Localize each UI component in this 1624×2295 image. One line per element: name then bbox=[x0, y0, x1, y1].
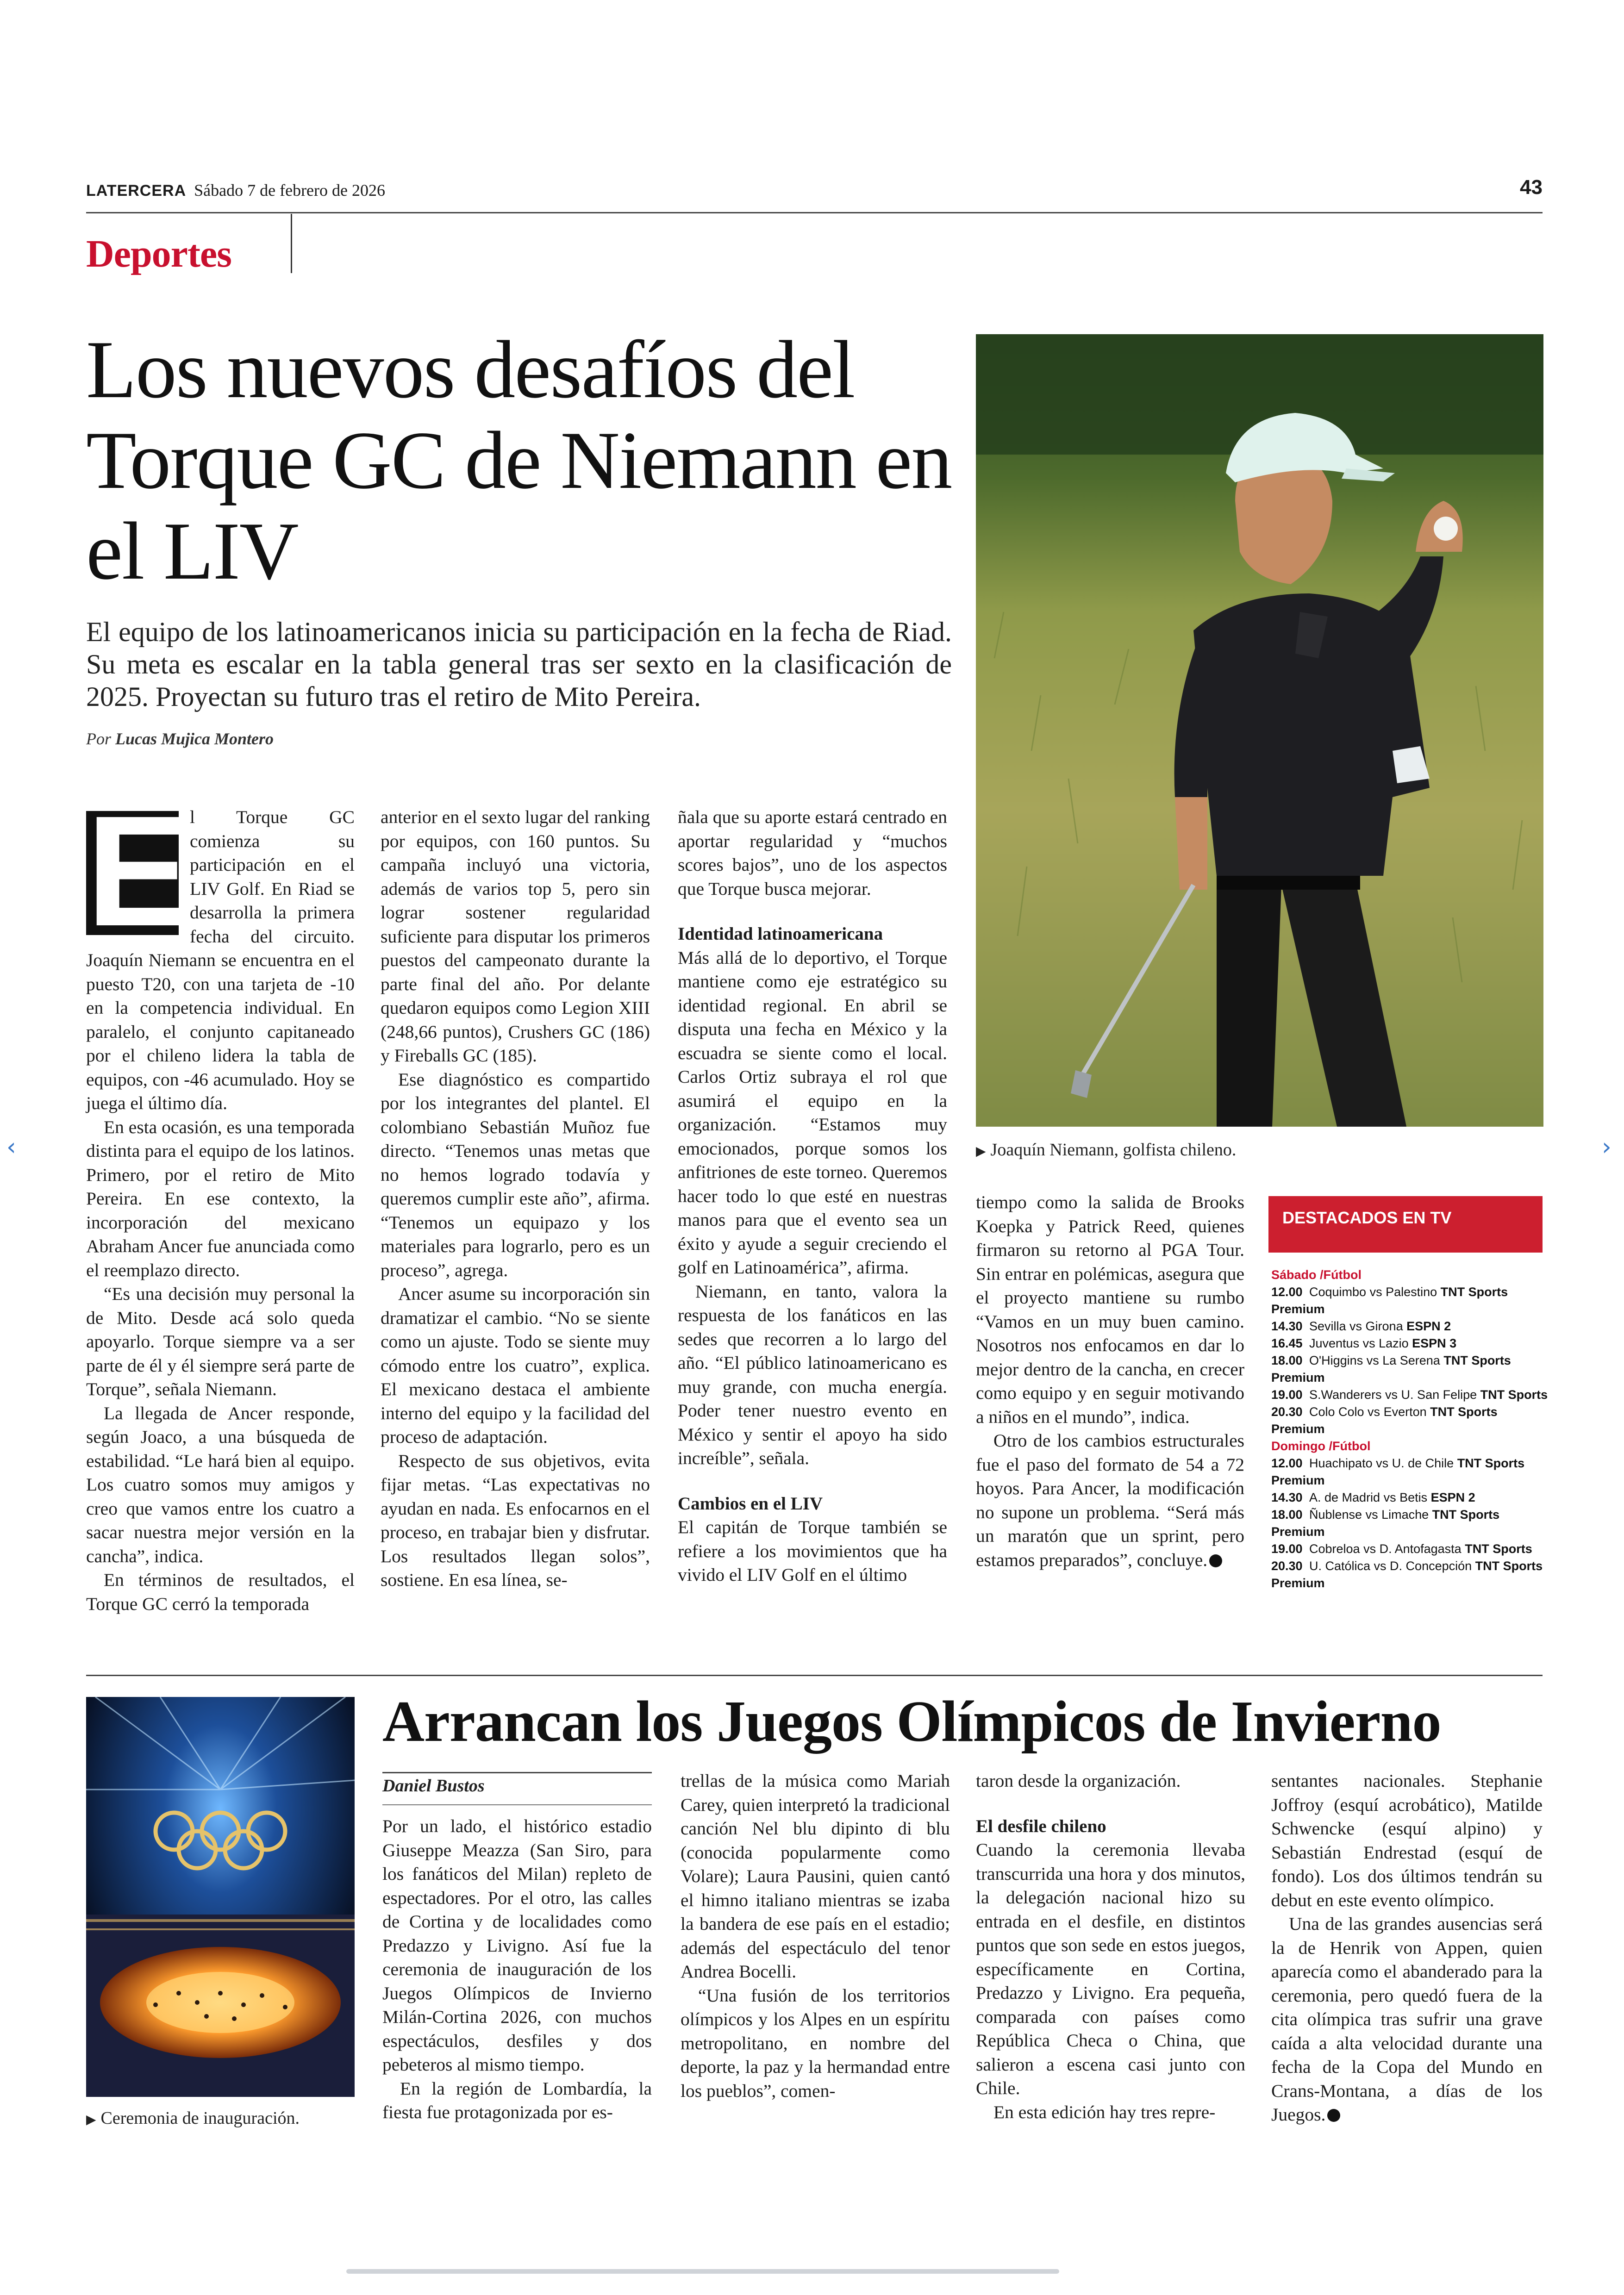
tv-match: U. Católica vs D. Concepción bbox=[1309, 1559, 1472, 1573]
paragraph bbox=[1271, 1912, 1543, 2127]
tv-match: Cobreloa vs D. Antofagasta bbox=[1309, 1542, 1462, 1556]
olympics-column-3 bbox=[976, 1769, 1245, 2124]
tv-match: Juventus vs Lazio bbox=[1309, 1336, 1409, 1350]
triangle-right-icon: ▶ bbox=[976, 1143, 986, 1159]
section-title: Deportes bbox=[86, 232, 231, 275]
main-column-1 bbox=[86, 783, 355, 1616]
tv-time: 14.30 bbox=[1271, 1491, 1303, 1504]
tv-time: 19.00 bbox=[1271, 1542, 1303, 1556]
paragraph: En esta edición hay tres repre- bbox=[993, 2102, 1216, 2122]
paragraph-text: Una de las grandes ausencias será la de Henrik von Appen, quien aparecía como el abanderado para la ceremonia, pero quedó fuera de la cita olímpica tras sufrir una grave caída a alta velocidad durante una fecha de la Copa del Mundo en Crans-Montana, a días de los Juegos. bbox=[1271, 1914, 1543, 2125]
golfer-photo-caption bbox=[976, 1140, 1236, 1160]
olympics-column-4 bbox=[1271, 1769, 1543, 2127]
tv-time: 18.00 bbox=[1271, 1508, 1303, 1522]
tv-match: Sevilla vs Girona bbox=[1309, 1319, 1403, 1333]
horizontal-scrollbar[interactable] bbox=[346, 2269, 1059, 2274]
tv-listing-row bbox=[1271, 1318, 1549, 1335]
tv-listing-row bbox=[1271, 1386, 1549, 1403]
paragraph: l Torque GC comienza su participación en el LIV Golf. En Riad se desarrolla la primera fecha del circuito. Joaquín Niemann se encuentra en el puesto T20, con una tarjeta de -10 en la competencia individual. En paralelo, el conjunto capitaneado por el chileno lidera la tabla de equipos, con -46 acumulado. Hoy se juega el último día. bbox=[86, 807, 355, 1113]
tv-listing-row bbox=[1271, 1455, 1549, 1472]
paragraph: En esta ocasión, es una temporada distinta para el equipo de los latinos. Primero, por el retiro de Mito Pereira. En ese contexto, la incorporación del mexicano Abraham Ancer fue anunciada como el reemplazo directo. bbox=[86, 1116, 355, 1280]
paragraph: Cuando la ceremonia llevaba transcurrida una hora y dos minutos, la delegación nacional hizo su entrada en el desfile, en distintos puntos que son sede en estos juegos, específicamente en Cortina, Predazzo y Livigno. Era pequeña, comparada con países como República Checa o China, que salieron a escena casi junto con Chile. bbox=[976, 1840, 1245, 2098]
paragraph: Por un lado, el histórico estadio Giuseppe Meazza (San Siro, para los fanáticos del Milan) repleto de espectadores. Por el otro, las calles de Cortina y de localidades como Predazzo y Livigno. Así fue la ceremonia de inauguración de los Juegos Olímpicos de Invierno Milán-Cortina 2026, con muchos espectáculos, desfiles y dos pebeteros al mismo tiempo. bbox=[382, 1816, 652, 2075]
tv-listing-row bbox=[1271, 1489, 1549, 1506]
byline-rule-top bbox=[382, 1772, 652, 1773]
tv-channel: ESPN 3 bbox=[1412, 1336, 1457, 1350]
paragraph: En términos de resultados, el Torque GC cerró la temporada bbox=[86, 1570, 355, 1614]
olympics-headline: Arrancan los Juegos Olímpicos de Invierno bbox=[382, 1690, 1441, 1754]
tv-day-label: Domingo /Fútbol bbox=[1271, 1439, 1371, 1453]
main-column-2 bbox=[381, 805, 650, 1592]
byline-rule-bottom bbox=[382, 1804, 652, 1805]
paragraph: Ese diagnóstico es compartido por los integrantes del plantel. El colombiano Sebastián Muñoz fue directo. “Tenemos unas metas que no hemos logrado todavía y queremos cumplir este año”, afirma. “Tenemos un equipazo y los materiales para lograrlo, pero es un proceso”, agrega. bbox=[381, 1069, 650, 1280]
drop-cap bbox=[86, 783, 191, 959]
paragraph: trellas de la música como Mariah Carey, quien interpretó la tradicional canción Nel blu dipinto di blu (conocida popularmente como Volare); Laura Pausini, quien cantó el himno italiano mientras se izaba la bandera de ese país en el estadio; además del espectáculo del tenor Andrea Bocelli. bbox=[681, 1771, 950, 1982]
subhead-identity: Identidad latinoamericana bbox=[678, 924, 883, 944]
tv-time: 16.45 bbox=[1271, 1336, 1303, 1350]
end-mark-icon bbox=[1209, 1554, 1222, 1567]
tv-premium-label: Premium bbox=[1271, 1473, 1325, 1487]
tv-channel: ESPN 2 bbox=[1406, 1319, 1451, 1333]
tv-box-title: DESTACADOS EN TV bbox=[1268, 1196, 1543, 1253]
paragraph: tiempo como la salida de Brooks Koepka y Patrick Reed, quienes firmaron su retorno al PGA Tour. Sin entrar en polémicas, asegura que el proyecto mantiene su rumbo “Vamos en un muy buen camino. Nosotros nos enfocamos en dar lo mejor dentro de la cancha, en crecer como equipo y en seguir motivando a niños en el mundo”, indica. bbox=[976, 1192, 1244, 1427]
masthead bbox=[86, 181, 385, 200]
tv-premium-label: Premium bbox=[1271, 1422, 1325, 1436]
paragraph: Más allá de lo deportivo, el Torque mantiene como eje estratégico su identidad regional. En abril se disputa una fecha en México y la escuadra se siente como el local. Carlos Ortiz subraya el rol que asumirá el equipo en la organización. “Estamos muy emocionados, porque somos los anfitriones de este torneo. Queremos hacer todo lo que esté en nuestras manos para que el evento sea un éxito y ayude a seguir creciendo el golf en Latinoamérica”, afirma. bbox=[678, 947, 947, 1278]
caption-text: Ceremonia de inauguración. bbox=[100, 2108, 300, 2128]
golfer-illustration bbox=[976, 334, 1543, 1127]
tv-channel: TNT Sports bbox=[1440, 1285, 1508, 1299]
tv-channel: TNT Sports bbox=[1443, 1353, 1511, 1367]
paragraph: “Una fusión de los territorios olímpicos y los Alpes en un espíritu metropolitano, en nombre del deporte, la paz y la hermandad entre los pueblos”, comen- bbox=[681, 1985, 950, 2101]
tv-schedule bbox=[1271, 1266, 1549, 1592]
paragraph: Ancer asume su incorporación sin dramatizar el cambio. “No se siente como un ajuste. Todo se siente muy cómodo entre los cuatro”, explica. El mexicano destaca el ambiente interno del equipo y la facilidad del proceso de adaptación. bbox=[381, 1284, 650, 1447]
tv-premium-label: Premium bbox=[1271, 1371, 1325, 1384]
tv-time: 14.30 bbox=[1271, 1319, 1303, 1333]
paragraph: sentantes nacionales. Stephanie Joffroy (esquí acrobático), Matilde Schwencke (esquí alpino) y Sebastián Endrestad (esquí de fondo). Los dos últimos tendrán su debut en este evento olímpico. bbox=[1271, 1771, 1543, 1910]
tv-match: Coquimbo vs Palestino bbox=[1309, 1285, 1437, 1299]
main-column-4 bbox=[976, 1191, 1244, 1572]
tv-match: S.Wanderers vs U. San Felipe bbox=[1309, 1388, 1477, 1402]
paragraph: La llegada de Ancer responde, según Joaco, a una búsqueda de estabilidad. “Le hará bien al equipo. Los cuatro somos muy amigos y creo que vamos entre los cuatro a sacar nuestra mejor versión en la cancha”, indica. bbox=[86, 1403, 355, 1566]
tv-time: 19.00 bbox=[1271, 1388, 1303, 1402]
ceremony-photo-caption bbox=[86, 2108, 300, 2128]
tv-channel: TNT Sports bbox=[1465, 1542, 1532, 1556]
tv-listing-row bbox=[1271, 1540, 1549, 1558]
tv-match: Colo Colo vs Everton bbox=[1309, 1405, 1427, 1419]
tv-listing-row bbox=[1271, 1335, 1549, 1352]
tv-channel: ESPN 2 bbox=[1430, 1491, 1475, 1504]
byline-author: Lucas Mujica Montero bbox=[115, 730, 274, 748]
paragraph: Niemann, en tanto, valora la respuesta de los fanáticos en las sedes que recorren a lo largo del año. “El público latinoamericano es muy grande, con mucha energía. Poder tener nuestro evento en México y sentir el apoyo ha sido increíble”, señala. bbox=[678, 1281, 947, 1468]
golfer-photo bbox=[976, 334, 1543, 1127]
tv-listing-row bbox=[1271, 1403, 1549, 1421]
header-rule bbox=[86, 212, 1543, 213]
tv-time: 20.30 bbox=[1271, 1559, 1303, 1573]
paragraph: En la región de Lombardía, la fiesta fue protagonizada por es- bbox=[382, 2078, 652, 2122]
tv-match: O'Higgins vs La Serena bbox=[1309, 1353, 1440, 1367]
page-number: 43 bbox=[1520, 176, 1543, 199]
end-mark-icon bbox=[1327, 2109, 1340, 2122]
main-byline bbox=[86, 729, 274, 748]
paragraph: “Es una decisión muy personal la de Mito. Desde acá solo queda apoyarlo. Torque siempre va a ser parte de él y él siempre será parte de Torque”, señala Niemann. bbox=[86, 1284, 355, 1399]
tv-premium-label: Premium bbox=[1271, 1302, 1325, 1316]
main-dek: El equipo de los latinoamericanos inicia su participación en la fecha de Riad. Su meta es escalar en la tabla general tras ser sexto en la clasificación de 2025. Proyectan su futuro tras el retiro de Mito Pereira. bbox=[86, 617, 952, 712]
tv-channel: TNT Sports bbox=[1480, 1388, 1548, 1402]
tv-channel: TNT Sports bbox=[1430, 1405, 1498, 1419]
drop-cap-letter: E bbox=[86, 783, 191, 959]
section-divider bbox=[291, 214, 292, 273]
tv-premium-label: Premium bbox=[1271, 1525, 1325, 1539]
tv-listing-row bbox=[1271, 1352, 1549, 1369]
olympics-column-2 bbox=[681, 1769, 950, 2103]
triangle-right-icon: ▶ bbox=[86, 2112, 96, 2127]
tv-premium-label: Premium bbox=[1271, 1576, 1325, 1590]
tv-time: 12.00 bbox=[1271, 1456, 1303, 1470]
brand-name: LATERCERA bbox=[86, 182, 187, 200]
ceremony-illustration bbox=[86, 1697, 355, 2097]
paragraph: taron desde la organización. bbox=[976, 1771, 1181, 1791]
paragraph: Respecto de sus objetivos, evita fijar metas. “Las expectativas no ayudan en nada. Es enfocarnos en el proceso, en trabajar bien y disfrutar. Los resultados llegan solos”, sostiene. En esa línea, se- bbox=[381, 1450, 650, 1590]
tv-day-label: Sábado /Fútbol bbox=[1271, 1268, 1362, 1282]
olympics-byline: Daniel Bustos bbox=[382, 1776, 485, 1796]
main-column-3 bbox=[678, 805, 947, 1587]
tv-time: 20.30 bbox=[1271, 1405, 1303, 1419]
tv-match: A. de Madrid vs Betis bbox=[1309, 1491, 1428, 1504]
tv-channel: TNT Sports bbox=[1475, 1559, 1543, 1573]
chevron-right-icon[interactable]: › bbox=[1602, 1133, 1612, 1161]
tv-channel: TNT Sports bbox=[1432, 1508, 1500, 1522]
paragraph-text: Otro de los cambios estructurales fue el paso del formato de 54 a 72 hoyos. Para Ancer, la modificación no supone un problema. “Será más un maratón que un sprint, pero estamos preparados”, concluye. bbox=[976, 1430, 1244, 1570]
olympics-column-1 bbox=[382, 1815, 652, 2125]
tv-time: 18.00 bbox=[1271, 1353, 1303, 1367]
byline-prefix: Por bbox=[86, 730, 111, 748]
main-headline: Los nuevos desafíos del Torque GC de Niemann en el LIV bbox=[86, 324, 952, 597]
tv-match: Huachipato vs U. de Chile bbox=[1309, 1456, 1454, 1470]
caption-text: Joaquín Niemann, golfista chileno. bbox=[990, 1140, 1237, 1160]
tv-listing-row bbox=[1271, 1558, 1549, 1575]
issue-date: Sábado 7 de febrero de 2026 bbox=[194, 181, 385, 200]
tv-channel: TNT Sports bbox=[1457, 1456, 1525, 1470]
tv-match: Ñublense vs Limache bbox=[1309, 1508, 1429, 1522]
paragraph bbox=[976, 1429, 1244, 1572]
subhead-parade: El desfile chileno bbox=[976, 1816, 1106, 1836]
tv-listing-row bbox=[1271, 1506, 1549, 1523]
section-rule bbox=[86, 1675, 1543, 1676]
paragraph: El capitán de Torque también se refiere a los movimientos que ha vivido el LIV Golf en el último bbox=[678, 1517, 947, 1585]
ceremony-photo bbox=[86, 1697, 355, 2097]
chevron-left-icon[interactable]: ‹ bbox=[6, 1133, 16, 1161]
tv-time: 12.00 bbox=[1271, 1285, 1303, 1299]
subhead-changes: Cambios en el LIV bbox=[678, 1493, 823, 1514]
paragraph: ñala que su aporte estará centrado en aportar regularidad y “muchos scores bajos”, uno de los aspectos que Torque busca mejorar. bbox=[678, 807, 947, 899]
paragraph: anterior en el sexto lugar del ranking por equipos, con 160 puntos. Su campaña incluyó una victoria, además de varios top 5, pero sin lograr sostener regularidad suficiente para disputar los primeros puestos del campeonato durante la parte final del año. Por delante quedaron equipos como Legion XIII (248,66 puntos), Crushers GC (186) y Fireballs GC (185). bbox=[381, 807, 650, 1066]
tv-listing-row bbox=[1271, 1284, 1549, 1301]
